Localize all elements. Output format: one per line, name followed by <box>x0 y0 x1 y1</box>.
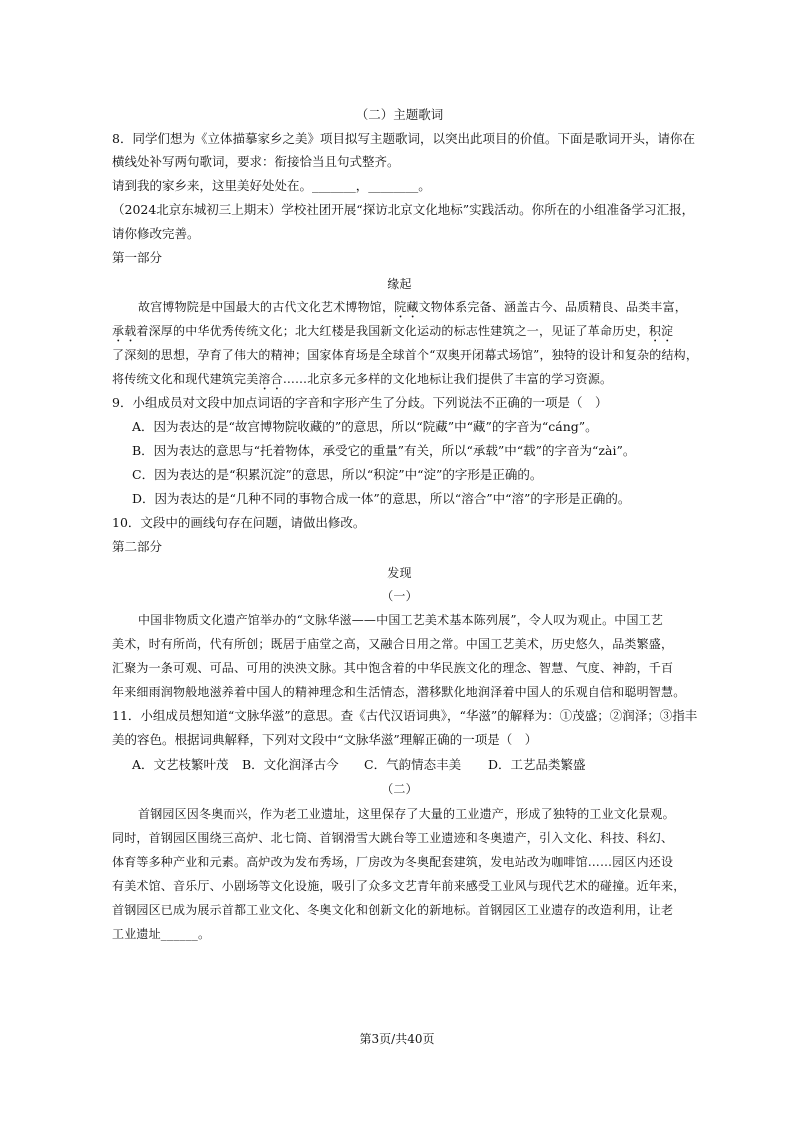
text-run: ……北京多元多样的文化地标让我们提供了丰富的学习资源。 <box>282 372 613 386</box>
part1-para-line-1 <box>138 298 718 321</box>
part1-title: 缘起 <box>387 277 412 291</box>
section-b-line-4: 有美术馆、音乐厅、小剧场等文化设施，吸引了众多文艺青年前来感受工业风与现代艺术的碰撞。近年来， <box>112 879 686 893</box>
part1-para-line-3: 了深刻的思想，孕育了伟大的精神；国家体育场是全球首个“双奥开闭幕式场馆”，独特的设计和复杂的结构， <box>112 348 699 362</box>
q8-line-1: 8．同学们想为《立体描摹家乡之美》项目拟写主题歌词，以突出此项目的价值。下面是歌词开头，请你在 <box>112 131 695 146</box>
dotted-word-chengzai: 承载 <box>112 324 137 338</box>
part2-para-line-2: 美术，时有所尚，代有所创；既居于庙堂之高，又融合日用之常。中国工艺美术，历史悠久，品类繁盛， <box>112 637 674 651</box>
part2-label: 第二部分 <box>112 539 163 554</box>
part2-para-line-3: 汇聚为一条可观、可品、可用的泱泱文脉。其中饱含着的中华民族文化的理念、智慧、气度、神韵，千百 <box>112 661 674 675</box>
part2-para-line-1: 中国非物质文化遗产馆举办的“文脉华滋——中国工艺美术基本陈列展”，令人叹为观止。中国工艺 <box>138 613 664 627</box>
q9-stem: 9．小组成员对文段中加点词语的字音和字形产生了分歧。下列说法不正确的一项是（ ） <box>112 395 608 410</box>
intro-line-1: （2024北京东城初三上期末）学校社团开展“探访北京文化地标”实践活动。你所在的小组准备学习汇报， <box>112 202 695 217</box>
q11-line-2: 美的容色。根据词典解释，下列对文段中“文脉华滋”理解正确的一项是（ ） <box>112 732 538 747</box>
q8-line-2: 横线处补写两句歌词，要求：衔接恰当且句式整齐。 <box>112 154 400 169</box>
text-run: 着深厚的中华优秀传统文化；北大红楼是我国新文化运动的标志性建筑之一，见证了革命历史， <box>136 324 649 338</box>
text-run: 将传统文化和现代建筑完美 <box>112 372 259 386</box>
q11-option-b: B．文化润泽古今 <box>242 757 339 772</box>
q9-option-c: C．因为表达的是“积累沉淀”的意思，所以“积淀”中“淀”的字形是正确的。 <box>132 467 543 482</box>
q9-option-a: A．因为表达的是“故宫博物院收藏的”的意思，所以“院藏”中“藏”的字音为“cáng”。 <box>132 419 598 434</box>
dotted-word-yuancang: 院藏 <box>394 300 419 314</box>
text-run: 文物体系完备、涵盖古今、品质精良、品类丰富， <box>418 300 688 314</box>
part1-para-line-4 <box>112 370 692 393</box>
q11-option-c: C．气韵情态丰美 <box>364 757 462 772</box>
section-b-subtitle: （二） <box>381 782 418 796</box>
q11-line-1: 11．小组成员想知道“文脉华滋”的意思。查《古代汉语词典》，“华滋”的解释为：①茂盛；②润泽；③指丰 <box>112 708 698 723</box>
section-b-line-1: 首钢园区因冬奥而兴，作为老工业遗址，这里保存了大量的工业遗产，形成了独特的工业文化景观。 <box>138 807 675 821</box>
dotted-word-jidian: 积淀 <box>648 324 674 338</box>
part1-label: 第一部分 <box>112 250 163 265</box>
dotted-word-ronghe: 溶合 <box>258 372 283 386</box>
part1-para-line-2 <box>112 322 692 345</box>
q9-option-b: B．因为表达的意思与“托着物体，承受它的重量”有关，所以“承载”中“载”的字音为“zài”。 <box>132 443 636 458</box>
q11-options <box>132 756 712 774</box>
part2-subtitle-1: （一） <box>381 589 418 603</box>
q10-text: 10．文段中的画线句存在问题，请做出修改。 <box>112 515 366 530</box>
q11-option-d: D．工艺品类繁盛 <box>488 757 586 772</box>
section-b-line-3: 体育等多种产业和元素。高炉改为发布秀场，厂房改为冬奥配套建筑，发电站改为咖啡馆……园区内还设 <box>112 855 674 869</box>
intro-line-2: 请你修改完善。 <box>112 226 200 241</box>
section-title: （二）主题歌词 <box>355 107 444 122</box>
text-run: 故宫博物院是中国最大的古代文化艺术博物馆， <box>138 300 395 314</box>
page-number-footer: 第3页/共40页 <box>359 1032 435 1046</box>
part2-title: 发现 <box>387 566 412 580</box>
section-b-line-5: 首钢园区已成为展示首都工业文化、冬奥文化和创新文化的新地标。首钢园区工业遗存的改造利用，让老 <box>112 903 674 917</box>
q11-option-a: A．文艺枝繁叶茂 <box>132 757 229 772</box>
section-b-line-2: 同时，首钢园区围绕三高炉、北七筒、首钢滑雪大跳台等工业遗迹和冬奥遗产，引入文化、科技、科幻、 <box>112 831 674 845</box>
q8-line-3: 请到我的家乡来，这里美好处处在。_______，________。 <box>112 178 431 193</box>
part2-para-line-4: 年来细雨润物般地滋养着中国人的精神理念和生活情态，潜移默化地润泽着中国人的乐观自信和聪明智慧。 <box>112 685 686 699</box>
section-b-line-6: 工业遗址______。 <box>112 927 211 941</box>
q9-option-d: D．因为表达的是“几种不同的事物合成一体”的意思，所以“溶合”中“溶”的字形是正确的。 <box>132 491 631 506</box>
